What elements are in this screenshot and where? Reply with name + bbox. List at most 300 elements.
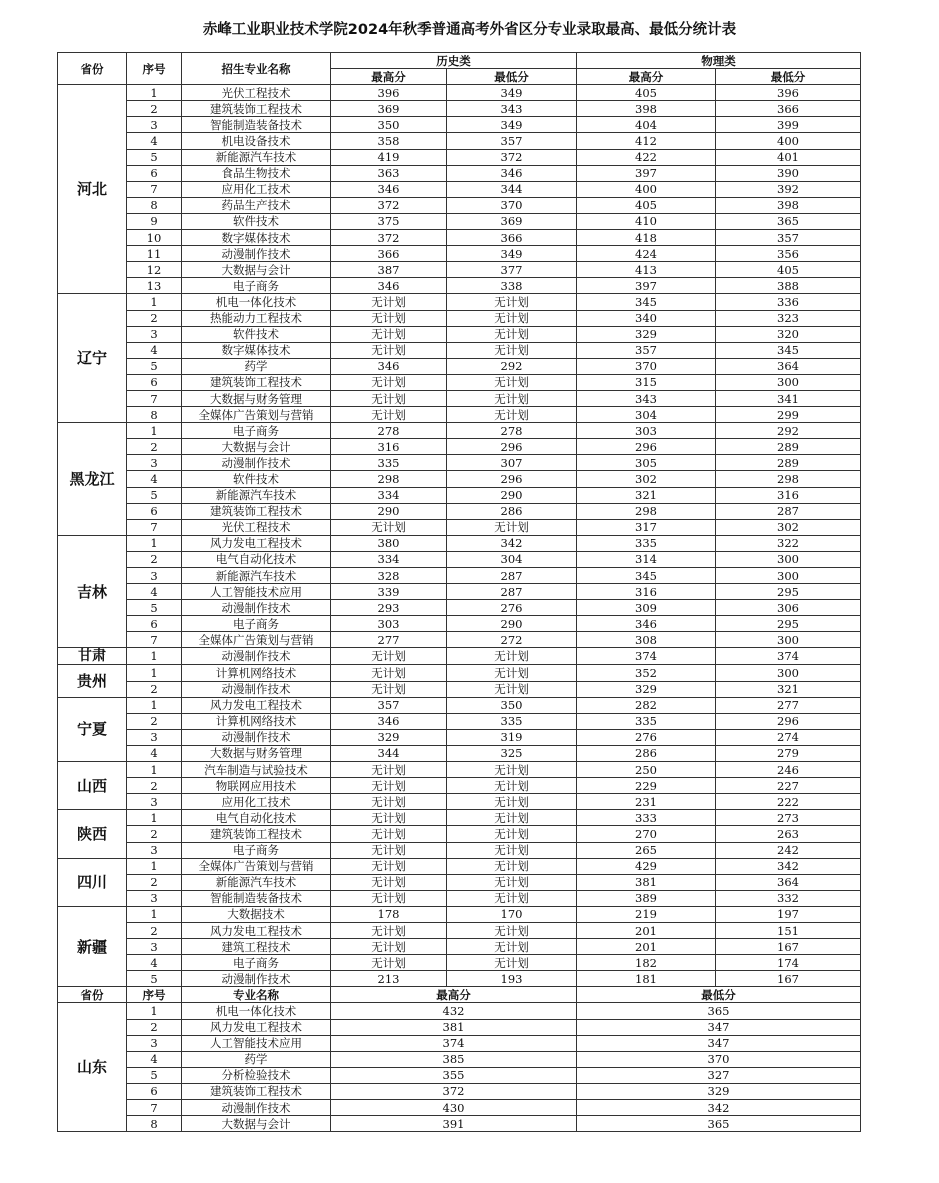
history-max-cell: 350 [331,117,447,133]
history-min-cell: 296 [447,439,577,455]
table-row [58,600,861,616]
physics-min-cell: 306 [716,600,861,616]
physics-max-cell: 410 [577,213,716,229]
physics-min-cell: 320 [716,326,861,342]
history-min-cell: 366 [447,230,577,246]
table-row [58,1003,861,1019]
history-min-cell: 346 [447,165,577,181]
physics-max-cell: 329 [577,681,716,697]
history-min-cell: 335 [447,713,577,729]
history-min-cell: 370 [447,197,577,213]
physics-min-cell: 298 [716,471,861,487]
history-min-cell: 170 [447,906,577,922]
history-max-cell: 无计划 [331,874,447,890]
history-max-cell: 277 [331,632,447,648]
history-min-cell: 343 [447,101,577,117]
history-max-cell: 无计划 [331,794,447,810]
min-cell: 370 [577,1051,861,1067]
history-max-cell: 346 [331,181,447,197]
table-row [58,101,861,117]
history-max-cell: 328 [331,568,447,584]
physics-min-cell: 398 [716,197,861,213]
table-row [58,310,861,326]
history-min-cell: 369 [447,213,577,229]
major-cell: 软件技术 [182,471,331,487]
major-cell: 药学 [182,1051,331,1067]
physics-min-cell: 357 [716,230,861,246]
history-min-cell: 无计划 [447,342,577,358]
table-row [58,810,861,826]
history-min-cell: 无计划 [447,810,577,826]
history-max-cell: 无计划 [331,342,447,358]
major-cell: 电气自动化技术 [182,551,331,567]
major-cell: 风力发电工程技术 [182,697,331,713]
header-province-2: 省份 [58,987,127,1003]
table-row [58,535,861,551]
table-row [58,729,861,745]
history-min-cell: 无计划 [447,874,577,890]
major-cell: 药学 [182,358,331,374]
physics-max-cell: 335 [577,535,716,551]
seq-cell: 7 [127,632,182,648]
major-cell: 智能制造装备技术 [182,890,331,906]
major-cell: 人工智能技术应用 [182,1035,331,1051]
major-cell: 动漫制作技术 [182,681,331,697]
table-row [58,713,861,729]
table-row [58,262,861,278]
physics-min-cell: 274 [716,729,861,745]
physics-max-cell: 201 [577,939,716,955]
history-max-cell: 178 [331,906,447,922]
table-row [58,971,861,987]
seq-cell: 2 [127,681,182,697]
table-row [58,246,861,262]
history-max-cell: 396 [331,85,447,101]
history-max-cell: 无计划 [331,665,447,681]
physics-min-cell: 374 [716,648,861,665]
history-max-cell: 无计划 [331,778,447,794]
seq-cell: 3 [127,568,182,584]
major-cell: 动漫制作技术 [182,971,331,987]
max-cell: 381 [331,1019,577,1035]
min-cell: 347 [577,1035,861,1051]
history-max-cell: 无计划 [331,939,447,955]
physics-max-cell: 405 [577,197,716,213]
history-min-cell: 287 [447,568,577,584]
table-row [58,648,861,665]
seq-cell: 2 [127,826,182,842]
major-cell: 全媒体广告策划与营销 [182,632,331,648]
major-cell: 机电一体化技术 [182,294,331,310]
history-min-cell: 无计划 [447,778,577,794]
physics-min-cell: 292 [716,423,861,439]
table-row [58,439,861,455]
physics-max-cell: 181 [577,971,716,987]
physics-min-cell: 345 [716,342,861,358]
seq-cell: 4 [127,133,182,149]
table-row [58,842,861,858]
seq-cell: 2 [127,551,182,567]
history-min-cell: 193 [447,971,577,987]
physics-min-cell: 388 [716,278,861,294]
seq-cell: 8 [127,1116,182,1132]
seq-cell: 1 [127,762,182,778]
history-min-cell: 无计划 [447,890,577,906]
history-min-cell: 无计划 [447,955,577,971]
history-max-cell: 298 [331,471,447,487]
table-row [58,584,861,600]
province-cell: 山东 [58,1003,127,1132]
history-max-cell: 372 [331,197,447,213]
history-max-cell: 无计划 [331,374,447,390]
seq-cell: 2 [127,922,182,938]
seq-cell: 2 [127,778,182,794]
physics-min-cell: 401 [716,149,861,165]
history-max-cell: 358 [331,133,447,149]
history-max-cell: 380 [331,535,447,551]
physics-max-cell: 340 [577,310,716,326]
history-min-cell: 325 [447,745,577,761]
major-cell: 应用化工技术 [182,794,331,810]
table-row [58,390,861,406]
province-cell: 黑龙江 [58,423,127,536]
physics-max-cell: 229 [577,778,716,794]
history-min-cell: 292 [447,358,577,374]
history-max-cell: 375 [331,213,447,229]
history-min-cell: 350 [447,697,577,713]
physics-min-cell: 246 [716,762,861,778]
table-row [58,230,861,246]
physics-max-cell: 314 [577,551,716,567]
table-row [58,681,861,697]
history-min-cell: 290 [447,487,577,503]
major-cell: 物联网应用技术 [182,778,331,794]
physics-max-cell: 370 [577,358,716,374]
physics-min-cell: 277 [716,697,861,713]
history-max-cell: 无计划 [331,294,447,310]
seq-cell: 7 [127,181,182,197]
major-cell: 建筑装饰工程技术 [182,374,331,390]
physics-max-cell: 400 [577,181,716,197]
history-min-cell: 372 [447,149,577,165]
physics-min-cell: 295 [716,616,861,632]
major-cell: 智能制造装备技术 [182,117,331,133]
table-row [58,133,861,149]
seq-cell: 3 [127,326,182,342]
physics-min-cell: 323 [716,310,861,326]
history-min-cell: 319 [447,729,577,745]
history-min-cell: 无计划 [447,762,577,778]
physics-min-cell: 300 [716,551,861,567]
physics-max-cell: 304 [577,407,716,423]
major-cell: 大数据与会计 [182,1116,331,1132]
table-body [58,53,861,1132]
header-min-2: 最低分 [577,987,861,1003]
table-row [58,1051,861,1067]
history-min-cell: 无计划 [447,665,577,681]
header-physics: 物理类 [577,53,861,69]
seq-cell: 10 [127,230,182,246]
physics-max-cell: 201 [577,922,716,938]
history-min-cell: 272 [447,632,577,648]
physics-min-cell: 289 [716,439,861,455]
table-row [58,1067,861,1083]
history-max-cell: 无计划 [331,326,447,342]
major-cell: 电子商务 [182,616,331,632]
seq-cell: 1 [127,648,182,665]
seq-cell: 1 [127,85,182,101]
seq-cell: 6 [127,374,182,390]
table-row [58,922,861,938]
history-min-cell: 349 [447,85,577,101]
history-min-cell: 276 [447,600,577,616]
major-cell: 新能源汽车技术 [182,874,331,890]
major-cell: 动漫制作技术 [182,648,331,665]
physics-max-cell: 282 [577,697,716,713]
physics-max-cell: 397 [577,278,716,294]
table-row [58,858,861,874]
physics-min-cell: 356 [716,246,861,262]
header-history: 历史类 [331,53,577,69]
table-row [58,762,861,778]
physics-min-cell: 263 [716,826,861,842]
table-row [58,1116,861,1132]
header-history-min: 最低分 [447,69,577,85]
major-cell: 数字媒体技术 [182,230,331,246]
history-min-cell: 无计划 [447,407,577,423]
history-min-cell: 344 [447,181,577,197]
seq-cell: 7 [127,1100,182,1116]
history-min-cell: 357 [447,133,577,149]
physics-max-cell: 422 [577,149,716,165]
history-min-cell: 无计划 [447,390,577,406]
seq-cell: 6 [127,503,182,519]
seq-cell: 7 [127,519,182,535]
province-cell: 陕西 [58,810,127,858]
major-cell: 人工智能技术应用 [182,584,331,600]
history-min-cell: 338 [447,278,577,294]
major-cell: 电子商务 [182,842,331,858]
physics-max-cell: 302 [577,471,716,487]
physics-max-cell: 357 [577,342,716,358]
history-max-cell: 无计划 [331,681,447,697]
province-cell: 河北 [58,85,127,294]
seq-cell: 5 [127,1067,182,1083]
major-cell: 大数据与会计 [182,262,331,278]
physics-max-cell: 298 [577,503,716,519]
history-max-cell: 无计划 [331,390,447,406]
physics-max-cell: 381 [577,874,716,890]
max-cell: 432 [331,1003,577,1019]
max-cell: 355 [331,1067,577,1083]
history-max-cell: 363 [331,165,447,181]
table-row [58,1019,861,1035]
min-cell: 329 [577,1083,861,1099]
physics-min-cell: 151 [716,922,861,938]
seq-cell: 3 [127,729,182,745]
history-max-cell: 无计划 [331,407,447,423]
history-max-cell: 334 [331,487,447,503]
table-row [58,616,861,632]
table-row [58,874,861,890]
physics-max-cell: 404 [577,117,716,133]
major-cell: 数字媒体技术 [182,342,331,358]
min-cell: 365 [577,1003,861,1019]
seq-cell: 1 [127,423,182,439]
history-max-cell: 无计划 [331,955,447,971]
seq-cell: 3 [127,455,182,471]
province-cell: 贵州 [58,665,127,697]
history-max-cell: 无计划 [331,826,447,842]
major-cell: 机电设备技术 [182,133,331,149]
physics-max-cell: 398 [577,101,716,117]
major-cell: 动漫制作技术 [182,600,331,616]
major-cell: 全媒体广告策划与营销 [182,407,331,423]
physics-min-cell: 322 [716,535,861,551]
history-max-cell: 无计划 [331,842,447,858]
shandong-header-row [58,987,861,1003]
major-cell: 大数据技术 [182,906,331,922]
history-max-cell: 无计划 [331,810,447,826]
table-row [58,471,861,487]
major-cell: 建筑工程技术 [182,939,331,955]
min-cell: 365 [577,1116,861,1132]
major-cell: 应用化工技术 [182,181,331,197]
physics-max-cell: 286 [577,745,716,761]
history-max-cell: 316 [331,439,447,455]
physics-max-cell: 308 [577,632,716,648]
province-cell: 吉林 [58,535,127,648]
history-max-cell: 344 [331,745,447,761]
seq-cell: 2 [127,874,182,890]
table-row [58,955,861,971]
seq-cell: 2 [127,713,182,729]
table-row [58,826,861,842]
table-row [58,455,861,471]
header-seq-2: 序号 [127,987,182,1003]
major-cell: 药品生产技术 [182,197,331,213]
physics-min-cell: 167 [716,939,861,955]
seq-cell: 4 [127,342,182,358]
physics-max-cell: 405 [577,85,716,101]
max-cell: 372 [331,1083,577,1099]
seq-cell: 12 [127,262,182,278]
history-min-cell: 无计划 [447,794,577,810]
max-cell: 430 [331,1100,577,1116]
table-row [58,197,861,213]
physics-min-cell: 364 [716,358,861,374]
physics-max-cell: 276 [577,729,716,745]
history-max-cell: 357 [331,697,447,713]
seq-cell: 5 [127,487,182,503]
physics-min-cell: 222 [716,794,861,810]
seq-cell: 1 [127,535,182,551]
physics-min-cell: 300 [716,568,861,584]
physics-min-cell: 273 [716,810,861,826]
history-max-cell: 303 [331,616,447,632]
major-cell: 分析检验技术 [182,1067,331,1083]
physics-max-cell: 389 [577,890,716,906]
physics-min-cell: 341 [716,390,861,406]
seq-cell: 2 [127,1019,182,1035]
seq-cell: 4 [127,1051,182,1067]
seq-cell: 2 [127,101,182,117]
physics-max-cell: 374 [577,648,716,665]
table-row [58,85,861,101]
physics-min-cell: 242 [716,842,861,858]
major-cell: 电子商务 [182,955,331,971]
physics-max-cell: 317 [577,519,716,535]
table-row [58,423,861,439]
physics-max-cell: 345 [577,294,716,310]
seq-cell: 3 [127,1035,182,1051]
history-min-cell: 377 [447,262,577,278]
seq-cell: 1 [127,697,182,713]
seq-cell: 5 [127,358,182,374]
physics-max-cell: 270 [577,826,716,842]
physics-min-cell: 399 [716,117,861,133]
major-cell: 光伏工程技术 [182,519,331,535]
major-cell: 热能动力工程技术 [182,310,331,326]
major-cell: 动漫制作技术 [182,455,331,471]
history-min-cell: 287 [447,584,577,600]
seq-cell: 3 [127,794,182,810]
physics-max-cell: 250 [577,762,716,778]
physics-min-cell: 300 [716,632,861,648]
province-cell: 宁夏 [58,697,127,761]
seq-cell: 3 [127,890,182,906]
history-max-cell: 419 [331,149,447,165]
seq-cell: 2 [127,310,182,326]
physics-max-cell: 296 [577,439,716,455]
seq-cell: 5 [127,971,182,987]
physics-max-cell: 352 [577,665,716,681]
major-cell: 新能源汽车技术 [182,487,331,503]
major-cell: 动漫制作技术 [182,246,331,262]
header-max-2: 最高分 [331,987,577,1003]
seq-cell: 4 [127,955,182,971]
history-max-cell: 346 [331,713,447,729]
table-row [58,551,861,567]
seq-cell: 11 [127,246,182,262]
seq-cell: 1 [127,294,182,310]
table-row [58,1100,861,1116]
table-row [58,1035,861,1051]
history-min-cell: 278 [447,423,577,439]
history-max-cell: 290 [331,503,447,519]
physics-max-cell: 321 [577,487,716,503]
seq-cell: 1 [127,1003,182,1019]
seq-cell: 7 [127,390,182,406]
seq-cell: 1 [127,665,182,681]
physics-max-cell: 413 [577,262,716,278]
seq-cell: 13 [127,278,182,294]
physics-max-cell: 345 [577,568,716,584]
seq-cell: 9 [127,213,182,229]
physics-max-cell: 429 [577,858,716,874]
physics-min-cell: 279 [716,745,861,761]
table-row [58,165,861,181]
history-max-cell: 334 [331,551,447,567]
province-cell: 山西 [58,762,127,810]
major-cell: 机电一体化技术 [182,1003,331,1019]
history-max-cell: 278 [331,423,447,439]
seq-cell: 4 [127,584,182,600]
history-min-cell: 342 [447,535,577,551]
seq-cell: 8 [127,197,182,213]
major-cell: 食品生物技术 [182,165,331,181]
seq-cell: 6 [127,616,182,632]
